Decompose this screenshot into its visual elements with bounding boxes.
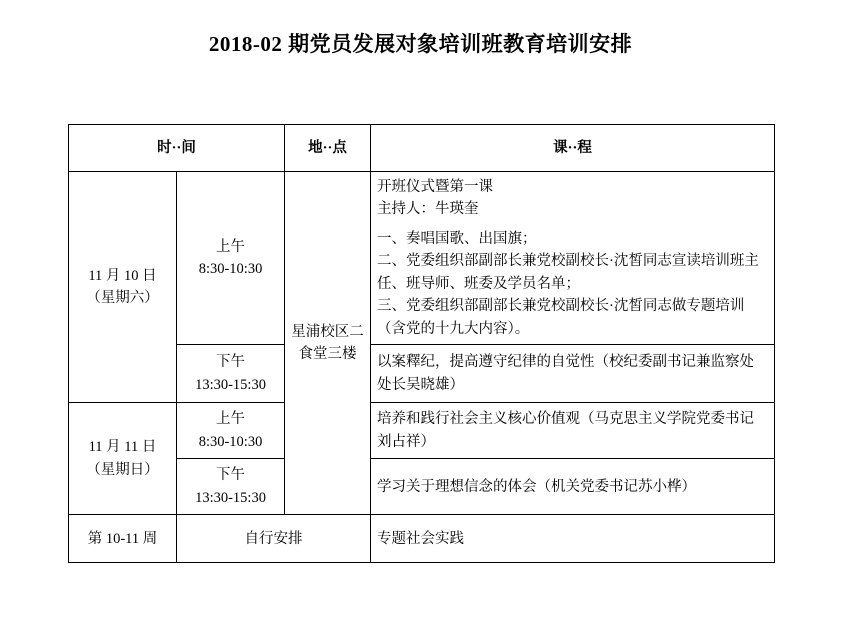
- date-line-2: （星期日）: [86, 461, 159, 478]
- ampm-time: 8:30-10:30: [198, 433, 263, 450]
- ampm-time: 8:30-10:30: [198, 261, 263, 278]
- ampm-time: 13:30-15:30: [195, 376, 266, 393]
- cell-course-nov10-am: [371, 172, 775, 345]
- table-row: [69, 403, 775, 459]
- course-line: 三、党委组织部副部长兼党校副校长·沈皙同志做专题培训（含党的十九大内容）。: [377, 298, 745, 337]
- cell-date-nov10: [69, 172, 177, 403]
- cell-ampm-nov10-am: [177, 172, 285, 345]
- cell-ampm-nov10-pm: [177, 345, 285, 403]
- header-place: 地··点: [285, 125, 371, 172]
- schedule-table-container: [68, 124, 774, 563]
- course-line: 一、奏唱国歌、出国旗；: [377, 230, 537, 247]
- table-row: [69, 172, 775, 345]
- course-line: 学习关于理想信念的体会（机关党委书记苏小桦）: [377, 478, 697, 495]
- course-line: 主持人：牛瑛奎: [377, 201, 479, 218]
- ampm-time: 13:30-15:30: [195, 489, 266, 506]
- course-line: 二、党委组织部副部长兼党校副校长·沈皙同志宣读培训班主任、班导师、班委及学员名单；: [377, 253, 759, 292]
- cell-date-nov11: [69, 403, 177, 515]
- header-time: 时··间: [69, 125, 285, 172]
- cell-course-nov11-am: [371, 403, 775, 459]
- ampm-label: 下午: [216, 467, 245, 484]
- cell-ampm-nov11-pm: [177, 459, 285, 515]
- document-page: [0, 28, 841, 640]
- course-line-blank: [377, 221, 768, 228]
- schedule-table: [68, 124, 775, 563]
- course-line: 开班仪式暨第一课: [377, 179, 494, 195]
- cell-self-arrangement: 自行安排: [177, 515, 371, 563]
- course-line: 培养和践行社会主义核心价值观（马克思主义学院党委书记刘占祥）: [377, 411, 755, 450]
- ampm-label: 上午: [216, 411, 245, 428]
- ampm-label: 上午: [216, 238, 245, 255]
- cell-practice-course: 专题社会实践: [371, 515, 775, 563]
- cell-ampm-nov11-am: [177, 403, 285, 459]
- cell-week-range: 第 10-11 周: [69, 515, 177, 563]
- cell-place: [285, 172, 371, 515]
- header-course: 课··程: [371, 125, 775, 172]
- ampm-label: 下午: [216, 354, 245, 371]
- date-line-1: 11 月 10 日: [88, 267, 157, 284]
- table-row-last: [69, 515, 775, 563]
- date-line-2: （星期六）: [86, 290, 159, 307]
- cell-course-nov10-pm: [371, 345, 775, 403]
- date-line-1: 11 月 11 日: [88, 439, 157, 456]
- place-text: 星浦校区二食堂三楼: [291, 323, 364, 363]
- course-line: 以案釋纪，提高遵守纪律的自觉性（校纪委副书记兼监察处处长吴晓雄）: [377, 354, 755, 393]
- cell-course-nov11-pm: [371, 459, 775, 515]
- page-title: 2018-02 期党员发展对象培训班教育培训安排: [208, 32, 633, 56]
- table-header-row: [69, 125, 775, 172]
